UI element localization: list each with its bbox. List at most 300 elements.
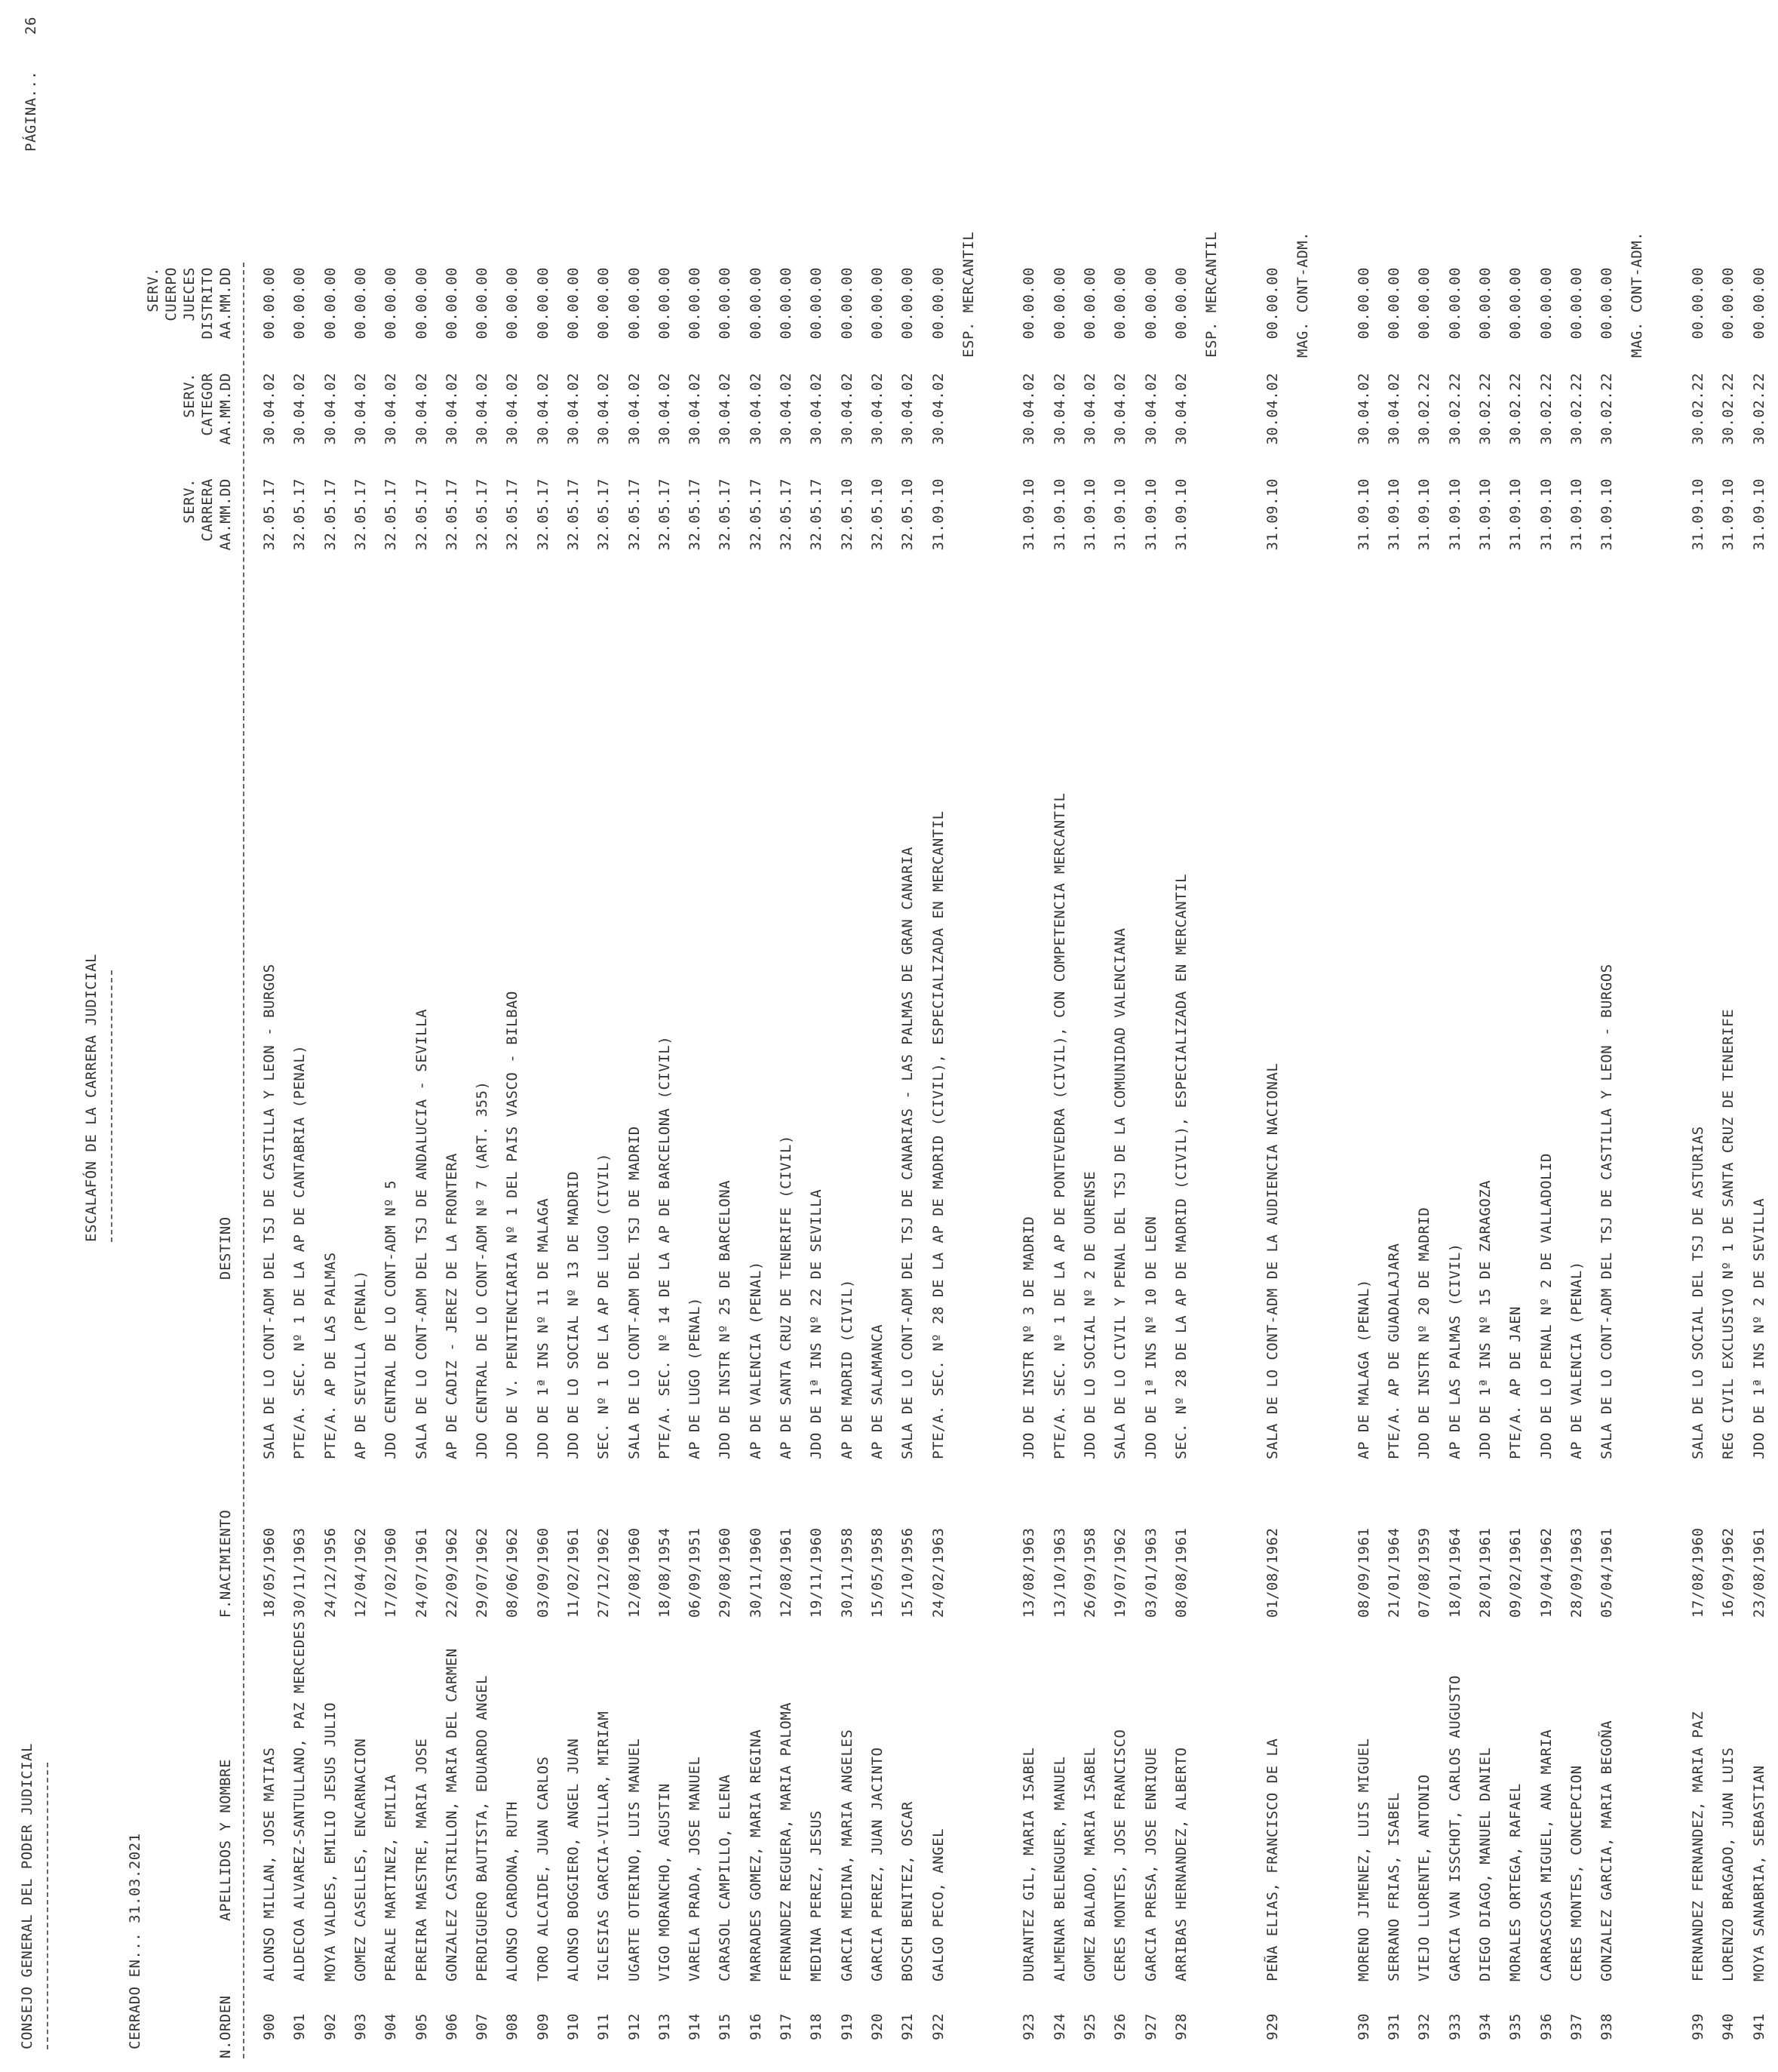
order-number: 923 [1021,2013,1037,2040]
table-row [626,0,653,2072]
order-number: 936 [1538,2013,1555,2040]
serv-categoria: 30.04.02 [869,373,886,445]
birth-date: 24/12/1956 [322,1527,339,1618]
destination: AP DE LAS PALMAS (CIVIL) [1447,1243,1463,1459]
serv-carrera: 32.05.17 [444,478,460,551]
destination: JDO CENTRAL DE LO CONT-ADM Nº 5 [382,1179,399,1459]
person-name: FERNANDEZ REGUERA, MARIA PALOMA [778,1702,794,1981]
person-name: FERNANDEZ FERNANDEZ, MARIA PAZ [1690,1711,1706,1981]
destination: AP DE SANTA CRUZ DE TENERIFE (CIVIL) [778,1135,794,1459]
page-title: ESCALAFÓN DE LA CARRERA JUDICIAL [83,953,100,1242]
birth-date: 16/09/1962 [1720,1527,1737,1618]
order-number: 904 [382,2013,399,2040]
birth-date: 24/07/1961 [413,1527,430,1618]
specialty-note: MAG. CONT-ADM. [1629,231,1645,358]
serv-cuerpo: 00.00.00 [1112,267,1129,340]
birth-date: 13/10/1963 [1052,1527,1068,1618]
destination: SALA DE LO CONT-ADM DEL TSJ DE CASTILLA Y LEON - BURGOS [1598,964,1615,1459]
order-number: 937 [1568,2013,1585,2040]
serv-cuerpo: 00.00.00 [808,267,825,340]
serv-carrera: 31.09.10 [930,478,947,551]
header-s1-line1: SERV. [181,478,198,524]
header-dest: DESTINO [217,1216,234,1280]
order-number: 925 [1082,2013,1098,2040]
serv-categoria: 30.02.22 [1507,373,1524,445]
serv-carrera: 31.09.10 [1751,478,1767,551]
serv-cuerpo: 00.00.00 [869,267,886,340]
person-name: CARRASCOSA MIGUEL, ANA MARIA [1538,1729,1555,1981]
order-number: 906 [444,2013,460,2040]
destination: JDO DE INSTR Nº 25 DE BARCELONA [717,1179,733,1459]
table-row [1386,0,1413,2072]
destination: PTE/A. AP DE GUADALAJARA [1386,1243,1402,1459]
table-row [535,0,562,2072]
destination: AP DE MALAGA (PENAL) [1356,1279,1372,1459]
destination: SALA DE LO CONT-ADM DEL TSJ DE CASTILLA Y LEON - BURGOS [261,964,278,1459]
order-number: 927 [1143,2013,1159,2040]
person-name: CARASOL CAMPILLO, ELENA [717,1774,733,1981]
serv-categoria: 30.04.02 [1082,373,1098,445]
serv-cuerpo: 00.00.00 [382,267,399,340]
serv-categoria: 30.04.02 [1112,373,1129,445]
destination: SALA DE LO SOCIAL DEL TSJ DE ASTURIAS [1690,1126,1706,1459]
birth-date: 06/09/1951 [686,1527,703,1618]
serv-cuerpo: 00.00.00 [1021,267,1037,340]
table-row [1052,0,1079,2072]
destination: AP DE LUGO (PENAL) [686,1297,703,1459]
birth-date: 17/08/1960 [1690,1527,1706,1618]
order-number: 901 [291,2013,308,2040]
destination: AP DE VALENCIA (PENAL) [1568,1261,1585,1459]
serv-categoria: 30.04.02 [261,373,278,445]
person-name: BOSCH BENITEZ, OSCAR [899,1801,916,1981]
serv-cuerpo: 00.00.00 [1507,267,1524,340]
birth-date: 19/04/1962 [1538,1527,1555,1618]
destination: JDO DE 1ª INS Nº 2 DE SEVILLA [1751,1197,1767,1459]
serv-categoria: 30.02.22 [1720,373,1737,445]
serv-cuerpo: 00.00.00 [535,267,551,340]
table-row [1082,0,1109,2072]
serv-cuerpo: 00.00.00 [1598,267,1615,340]
table-row [322,0,349,2072]
table-row [808,0,835,2072]
serv-cuerpo: 00.00.00 [1173,267,1190,340]
birth-date: 08/08/1961 [1173,1527,1190,1618]
serv-categoria: 30.02.22 [1416,373,1433,445]
person-name: MARRADES GOMEZ, MARIA REGINA [748,1729,764,1981]
serv-carrera: 32.05.17 [808,478,825,551]
page-label: PÁGINA... [23,70,39,152]
birth-date: 26/09/1958 [1082,1527,1098,1618]
serv-cuerpo: 00.00.00 [1386,267,1402,340]
table-row [1538,0,1565,2072]
person-name: ALMENAR BELENGUER, MANUEL [1052,1756,1068,1981]
serv-carrera: 31.09.10 [1447,478,1463,551]
order-number: 938 [1598,2013,1615,2040]
birth-date: 29/08/1960 [717,1527,733,1618]
closed-date: CERRADO EN... 31.03.2021 [127,1833,143,2049]
order-number: 919 [839,2013,855,2040]
table-row [656,0,683,2072]
serv-categoria: 30.02.22 [1538,373,1555,445]
order-number: 941 [1751,2013,1767,2040]
person-name: GONZALEZ CASTRILLON, MARIA DEL CARMEN [444,1648,460,1981]
person-name: MEDINA PEREZ, JESUS [808,1810,825,1981]
order-number: 905 [413,2013,430,2040]
serv-categoria: 30.02.22 [1447,373,1463,445]
serv-carrera: 31.09.10 [1143,478,1159,551]
person-name: GOMEZ BALADO, MARIA ISABEL [1082,1747,1098,1981]
serv-carrera: 32.05.17 [352,478,369,551]
serv-carrera: 32.05.17 [382,478,399,551]
order-number: 902 [322,2013,339,2040]
destination: JDO DE 1ª INS Nº 15 DE ZARAGOZA [1477,1179,1494,1459]
table-row [1447,0,1474,2072]
serv-carrera: 31.09.10 [1021,478,1037,551]
person-name: LORENZO BRAGADO, JUAN LUIS [1720,1747,1737,1981]
table-row [1143,0,1170,2072]
destination: AP DE MADRID (CIVIL) [839,1279,855,1459]
person-name: GARCIA PRESA, JOSE ENRIQUE [1143,1747,1159,1981]
order-number: 915 [717,2013,733,2040]
serv-categoria: 30.04.02 [626,373,643,445]
order-number: 914 [686,2013,703,2040]
order-number: 907 [474,2013,490,2040]
header-rule [243,263,244,2058]
person-name: VIEJO LLORENTE, ANTONIO [1416,1774,1433,1981]
destination: JDO DE V. PENITENCIARIA Nº 1 DEL PAIS VASCO - BILBAO [504,991,521,1459]
serv-categoria: 30.04.02 [748,373,764,445]
destination: SALA DE LO CONT-ADM DEL TSJ DE MADRID [626,1126,643,1459]
serv-cuerpo: 00.00.00 [1720,267,1737,340]
serv-cuerpo: 00.00.00 [504,267,521,340]
person-name: GONZALEZ GARCIA, MARIA BEGOÑA [1598,1720,1615,1981]
order-number: 933 [1447,2013,1463,2040]
serv-carrera: 32.05.17 [778,478,794,551]
serv-carrera: 31.09.10 [1052,478,1068,551]
serv-carrera: 32.05.10 [869,478,886,551]
order-number: 934 [1477,2013,1494,2040]
specialty-note: MAG. CONT-ADM. [1294,231,1311,358]
birth-date: 05/04/1961 [1598,1527,1615,1618]
birth-date: 12/04/1962 [352,1527,369,1618]
serv-cuerpo: 00.00.00 [626,267,643,340]
serv-carrera: 31.09.10 [1264,478,1281,551]
serv-cuerpo: 00.00.00 [1082,267,1098,340]
table-row [1598,0,1626,2072]
person-name: UGARTE OTERINO, LUIS MANUEL [626,1738,643,1981]
table-row [291,0,318,2072]
person-name: TORO ALCAIDE, JUAN CARLOS [535,1756,551,1981]
person-name: GALGO PECO, ANGEL [930,1828,947,1981]
person-name: VIGO MORANCHO, AGUSTIN [656,1783,673,1981]
serv-carrera: 32.05.17 [322,478,339,551]
serv-cuerpo: 00.00.00 [413,267,430,340]
birth-date: 18/08/1954 [656,1527,673,1618]
table-row [1416,0,1443,2072]
serv-cuerpo: 00.00.00 [444,267,460,340]
header-s2-line2: CATEGOR [199,373,216,436]
birth-date: 08/09/1961 [1356,1527,1372,1618]
serv-carrera: 32.05.17 [626,478,643,551]
serv-cuerpo: 00.00.00 [352,267,369,340]
person-name: ALONSO MILLAN, JOSE MATIAS [261,1747,278,1981]
table-row [930,0,957,2072]
serv-cuerpo: 00.00.00 [1356,267,1372,340]
person-name: MOYA VALDES, EMILIO JESUS JULIO [322,1702,339,1981]
serv-carrera: 31.09.10 [1598,478,1615,551]
person-name: ALDECOA ALVAREZ-SANTULLANO, PAZ MERCEDES [291,1621,308,1981]
destination: SEC. Nº 1 DE LA AP DE LUGO (CIVIL) [595,1153,612,1459]
person-name: DIEGO DIAGO, MANUEL DANIEL [1477,1747,1494,1981]
birth-date: 08/06/1962 [504,1527,521,1618]
serv-cuerpo: 00.00.00 [322,267,339,340]
serv-carrera: 32.05.10 [839,478,855,551]
table-row [261,0,288,2072]
serv-categoria: 30.04.02 [1264,373,1281,445]
serv-categoria: 30.04.02 [535,373,551,445]
birth-date: 17/02/1960 [382,1527,399,1618]
serv-carrera: 31.09.10 [1356,478,1372,551]
table-row [382,0,410,2072]
table-row [1720,0,1747,2072]
serv-categoria: 30.04.02 [778,373,794,445]
person-name: DURANTEZ GIL, MARIA ISABEL [1021,1747,1037,1981]
person-name: PEREIRA MAESTRE, MARIA JOSE [413,1738,430,1981]
serv-cuerpo: 00.00.00 [839,267,855,340]
serv-cuerpo: 00.00.00 [1416,267,1433,340]
header-s2-line3: AA.MM.DD [217,373,234,445]
serv-cuerpo: 00.00.00 [1477,267,1494,340]
destination: SALA DE LO CIVIL Y PENAL DEL TSJ DE LA COMUNIDAD VALENCIANA [1112,927,1129,1459]
birth-date: 03/09/1960 [535,1527,551,1618]
person-name: GARCIA MEDINA, MARIA ANGELES [839,1729,855,1981]
serv-cuerpo: 00.00.00 [1538,267,1555,340]
table-row [899,0,926,2072]
org-name: CONSEJO GENERAL DEL PODER JUDICIAL [19,1743,35,2049]
person-name: ALONSO BOGGIERO, ANGEL JUAN [565,1738,582,1981]
table-row [413,0,441,2072]
order-number: 939 [1690,2013,1706,2040]
person-name: CERES MONTES, JOSE FRANCISCO [1112,1729,1129,1981]
person-name: PERDIGUERO BAUTISTA, EDUARDO ANGEL [474,1675,490,1981]
header-s3-line2: CUERPO [163,267,180,321]
serv-carrera: 32.05.17 [748,478,764,551]
table-row [352,0,379,2072]
serv-carrera: 31.09.10 [1538,478,1555,551]
order-number: 903 [352,2013,369,2040]
header-s1-line2: CARRERA [199,478,216,542]
serv-categoria: 30.04.02 [717,373,733,445]
destination: AP DE SALAMANCA [869,1323,886,1459]
destination: REG CIVIL EXCLUSIVO Nº 1 DE SANTA CRUZ DE TENERIFE [1720,1009,1737,1459]
birth-date: 03/01/1963 [1143,1527,1159,1618]
page-number: 26 [23,17,39,35]
table-row [778,0,805,2072]
destination: AP DE VALENCIA (PENAL) [748,1261,764,1459]
serv-categoria: 30.04.02 [474,373,490,445]
header-s3-line5: AA.MM.DD [217,267,234,340]
serv-categoria: 30.04.02 [686,373,703,445]
person-name: MORENO JIMENEZ, LUIS MIGUEL [1356,1738,1372,1981]
serv-carrera: 31.09.10 [1386,478,1402,551]
specialty-note: ESP. MERCANTIL [960,231,977,358]
person-name: GOMEZ CASELLES, ENCARNACION [352,1738,369,1981]
serv-carrera: 31.09.10 [1690,478,1706,551]
serv-cuerpo: 00.00.00 [1447,267,1463,340]
order-number: 921 [899,2013,916,2040]
table-row [717,0,744,2072]
serv-carrera: 32.05.17 [504,478,521,551]
serv-carrera: 32.05.17 [413,478,430,551]
destination: AP DE SEVILLA (PENAL) [352,1270,369,1459]
serv-cuerpo: 00.00.00 [778,267,794,340]
serv-cuerpo: 00.00.00 [565,267,582,340]
table-row [1568,0,1595,2072]
order-number: 913 [656,2013,673,2040]
serv-categoria: 30.02.22 [1751,373,1767,445]
header-s3-line4: DISTRITO [199,267,216,340]
order-number: 916 [748,2013,764,2040]
serv-carrera: 32.05.17 [291,478,308,551]
serv-carrera: 31.09.10 [1082,478,1098,551]
table-row [1356,0,1383,2072]
order-number: 911 [595,2013,612,2040]
table-row [1690,0,1717,2072]
serv-cuerpo: 00.00.00 [1264,267,1281,340]
birth-date: 11/02/1961 [565,1527,582,1618]
table-row [444,0,471,2072]
birth-date: 22/09/1962 [444,1527,460,1618]
header-num: N.ORDEN [217,1995,234,2058]
order-number: 920 [869,2013,886,2040]
order-number: 928 [1173,2013,1190,2040]
header-birth: F.NACIMIENTO [217,1509,234,1618]
birth-date: 30/11/1958 [839,1527,855,1618]
person-name: IGLESIAS GARCIA-VILLAR, MIRIAM [595,1711,612,1981]
order-number: 930 [1356,2013,1372,2040]
serv-cuerpo: 00.00.00 [899,267,916,340]
order-number: 909 [535,2013,551,2040]
serv-carrera: 31.09.10 [1173,478,1190,551]
order-number: 900 [261,2013,278,2040]
serv-categoria: 30.04.02 [808,373,825,445]
serv-categoria: 30.04.02 [656,373,673,445]
order-number: 918 [808,2013,825,2040]
table-row [1507,0,1534,2072]
serv-carrera: 32.05.17 [261,478,278,551]
birth-date: 29/07/1962 [474,1527,490,1618]
title-underline [111,970,112,1242]
destination: PTE/A. SEC. Nº 1 DE LA AP DE CANTABRIA (PENAL) [291,1044,308,1459]
order-number: 908 [504,2013,521,2040]
destination: JDO DE INSTR Nº 3 DE MADRID [1021,1216,1037,1459]
destination: JDO DE 1ª INS Nº 22 DE SEVILLA [808,1188,825,1459]
destination: SALA DE LO CONT-ADM DEL TSJ DE ANDALUCIA - SEVILLA [413,1009,430,1459]
serv-categoria: 30.04.02 [1143,373,1159,445]
serv-categoria: 30.04.02 [1173,373,1190,445]
serv-cuerpo: 00.00.00 [930,267,947,340]
serv-categoria: 30.04.02 [839,373,855,445]
serv-cuerpo: 00.00.00 [717,267,733,340]
table-row [1751,0,1778,2072]
table-row [869,0,896,2072]
serv-cuerpo: 00.00.00 [1690,267,1706,340]
birth-date: 15/10/1956 [899,1527,916,1618]
serv-carrera: 31.09.10 [1416,478,1433,551]
birth-date: 12/08/1961 [778,1527,794,1618]
serv-carrera: 32.05.17 [656,478,673,551]
serv-carrera: 31.09.10 [1568,478,1585,551]
org-underline [47,1763,48,2049]
destination: PTE/A. SEC. Nº 1 DE LA AP DE PONTEVEDRA (CIVIL), CON COMPETENCIA MERCANTIL [1052,792,1068,1459]
birth-date: 28/01/1961 [1477,1527,1494,1618]
person-name: SERRANO FRIAS, ISABEL [1386,1792,1402,1981]
serv-cuerpo: 00.00.00 [1568,267,1585,340]
destination: JDO CENTRAL DE LO CONT-ADM Nº 7 (ART. 355) [474,1081,490,1459]
destination: PTE/A. AP DE LAS PALMAS [322,1252,339,1459]
birth-date: 18/01/1964 [1447,1527,1463,1618]
table-row [686,0,714,2072]
serv-categoria: 30.04.02 [1356,373,1372,445]
serv-carrera: 32.05.17 [686,478,703,551]
serv-cuerpo: 00.00.00 [1143,267,1159,340]
serv-cuerpo: 00.00.00 [686,267,703,340]
serv-carrera: 32.05.17 [474,478,490,551]
serv-categoria: 30.02.22 [1690,373,1706,445]
serv-categoria: 30.04.02 [565,373,582,445]
serv-cuerpo: 00.00.00 [595,267,612,340]
serv-carrera: 32.05.17 [595,478,612,551]
order-number: 912 [626,2013,643,2040]
birth-date: 01/08/1962 [1264,1527,1281,1618]
specialty-note: ESP. MERCANTIL [1203,231,1220,358]
person-name: MOYA SANABRIA, SEBASTIAN [1751,1765,1767,1981]
order-number: 917 [778,2013,794,2040]
order-number: 935 [1507,2013,1524,2040]
destination: JDO DE LO SOCIAL Nº 13 DE MADRID [565,1170,582,1459]
birth-date: 13/08/1963 [1021,1527,1037,1618]
serv-categoria: 30.04.02 [899,373,916,445]
table-row [1021,0,1048,2072]
serv-carrera: 31.09.10 [1477,478,1494,551]
serv-cuerpo: 00.00.00 [1751,267,1767,340]
serv-carrera: 31.09.10 [1720,478,1737,551]
table-row [748,0,775,2072]
order-number: 924 [1052,2013,1068,2040]
serv-carrera: 32.05.10 [899,478,916,551]
destination: AP DE CADIZ - JEREZ DE LA FRONTERA [444,1153,460,1459]
destination: PTE/A. SEC. Nº 14 DE LA AP DE BARCELONA (CIVIL) [656,1035,673,1459]
destination: SEC. Nº 28 DE LA AP DE MADRID (CIVIL), ESPECIALIZADA EN MERCANTIL [1173,873,1190,1459]
birth-date: 30/11/1963 [291,1527,308,1618]
table-row [595,0,622,2072]
serv-categoria: 30.04.02 [413,373,430,445]
serv-categoria: 30.02.22 [1477,373,1494,445]
order-number: 910 [565,2013,582,2040]
serv-categoria: 30.04.02 [1021,373,1037,445]
header-s3-line1: SERV. [145,267,161,312]
serv-cuerpo: 00.00.00 [748,267,764,340]
serv-categoria: 30.04.02 [595,373,612,445]
header-s1-line3: AA.MM.DD [217,478,234,551]
person-name: VARELA PRADA, JOSE MANUEL [686,1756,703,1981]
person-name: PEÑA ELIAS, FRANCISCO DE LA [1264,1738,1281,1981]
person-name: ALONSO CARDONA, RUTH [504,1801,521,1981]
birth-date: 28/09/1963 [1568,1527,1585,1618]
person-name: PERALE MARTINEZ, EMILIA [382,1774,399,1981]
order-number: 931 [1386,2013,1402,2040]
